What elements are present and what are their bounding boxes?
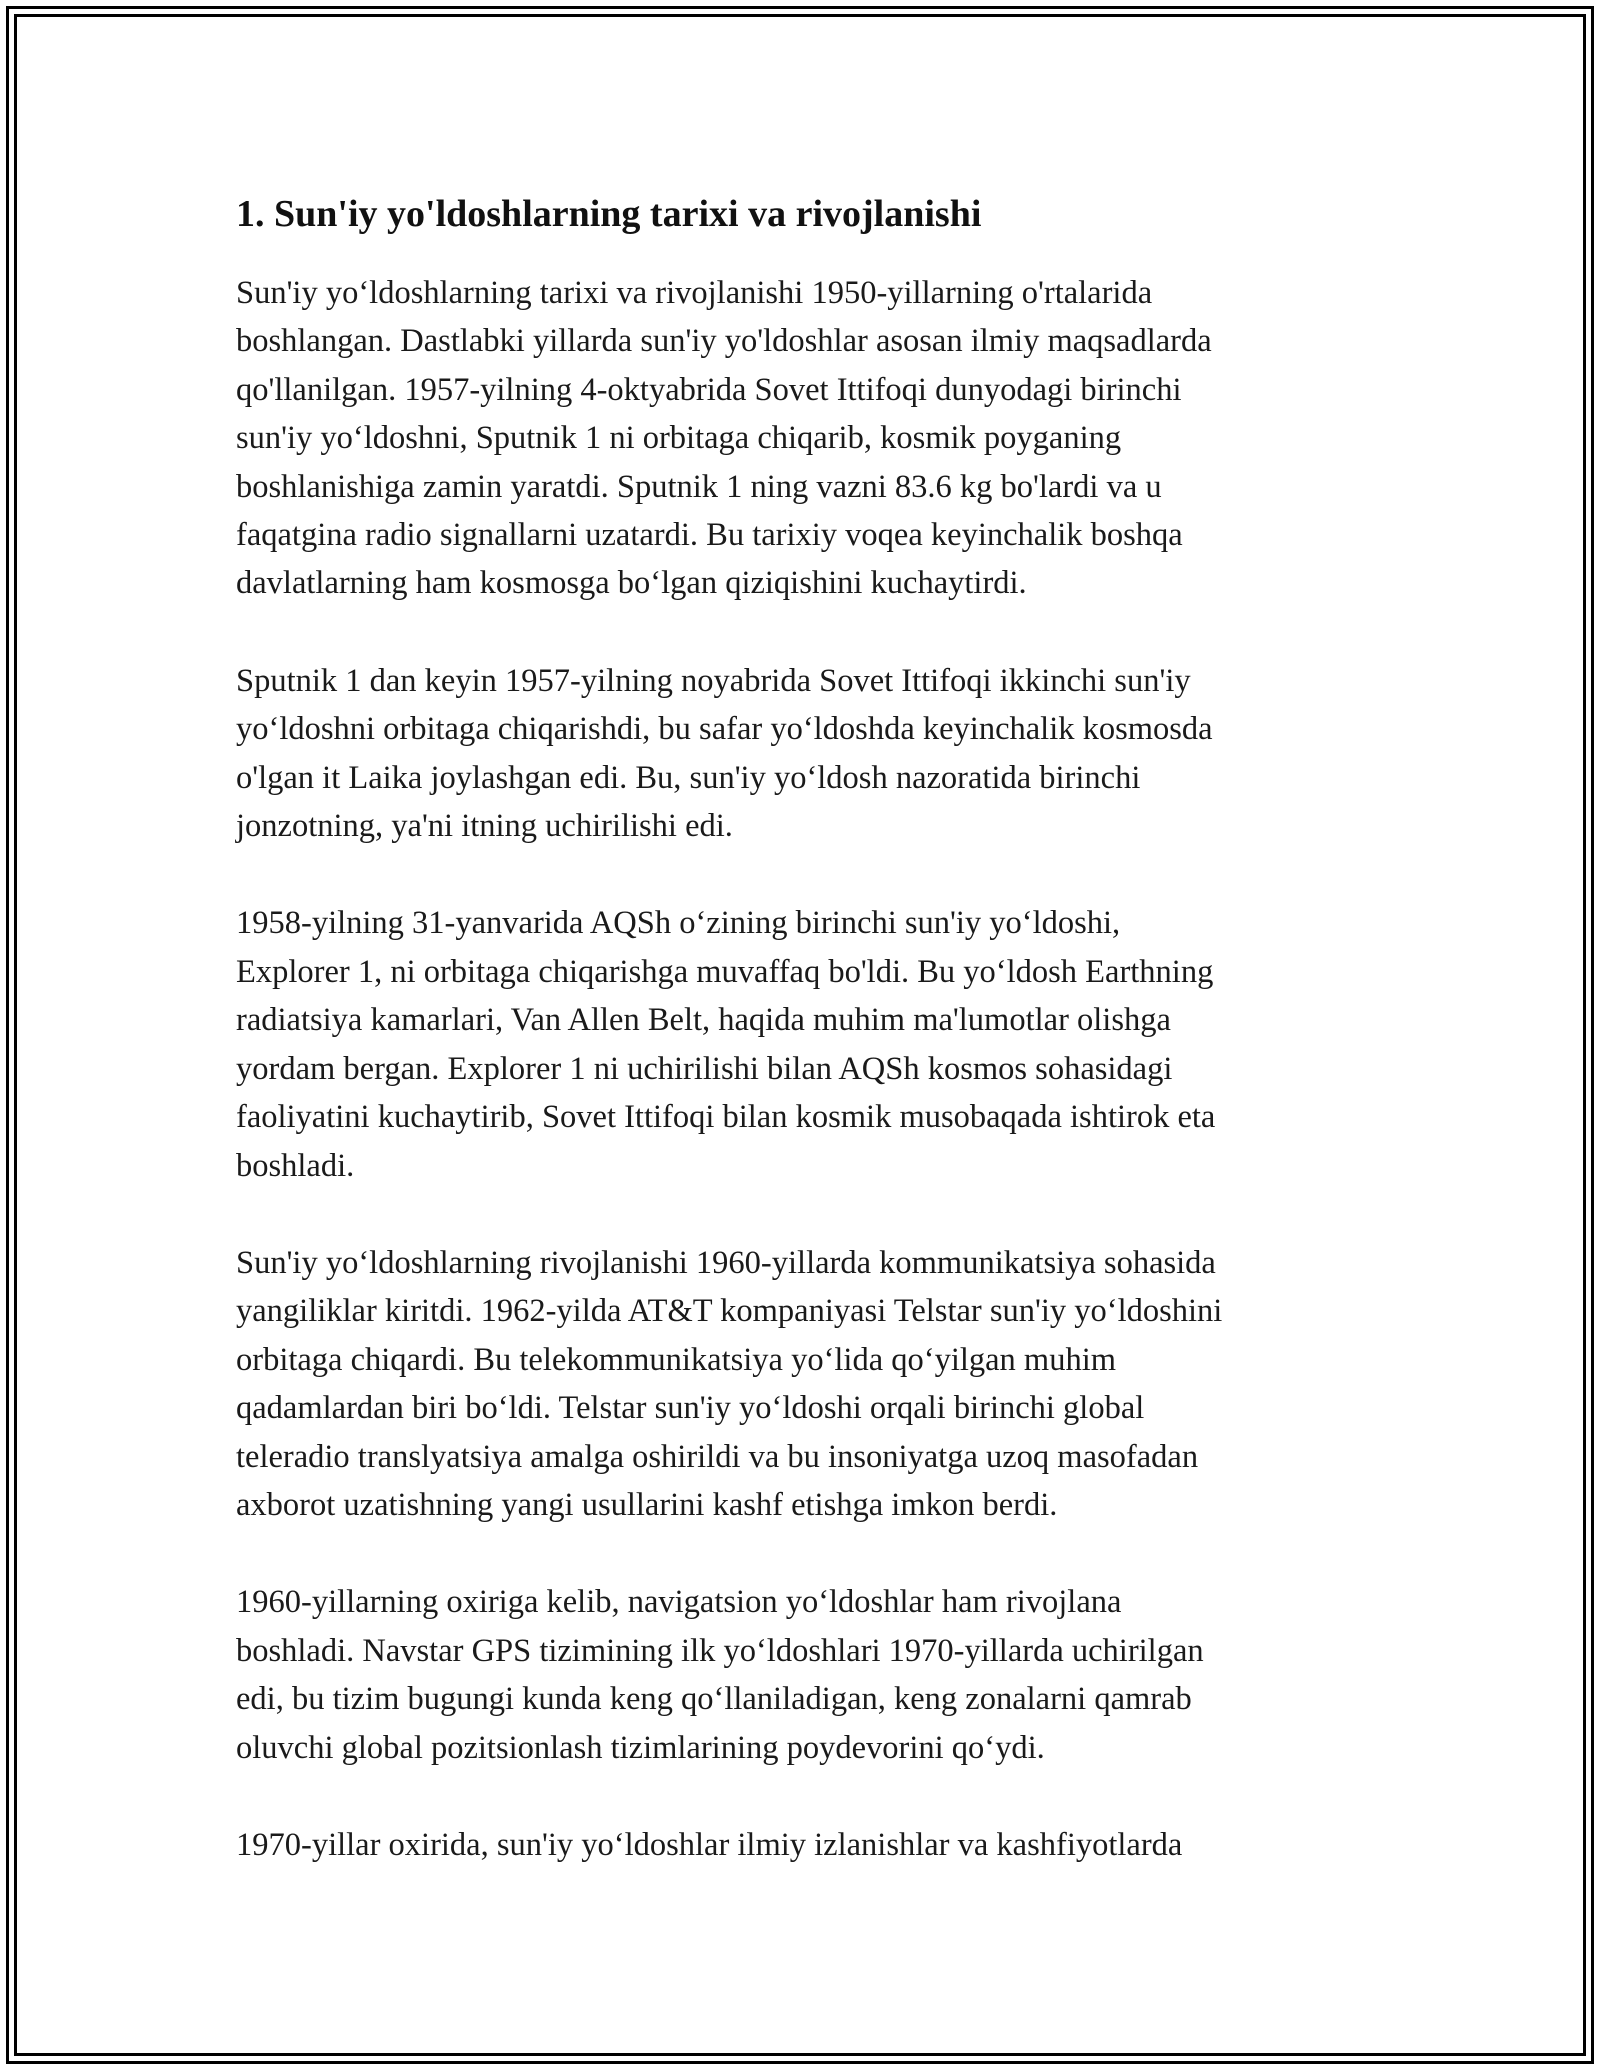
text-line: Sun'iy yo‘ldoshlarning rivojlanishi 1960-yillarda kommunikatsiya sohasida bbox=[236, 1244, 1216, 1281]
text-line: yangiliklar kiritdi. 1962-yilda AT&T kompaniyasi Telstar sun'iy yo‘ldoshini bbox=[236, 1293, 1223, 1330]
text-line: yo‘ldoshni orbitaga chiqarishdi, bu safar yo‘ldoshda keyinchalik kosmosda bbox=[236, 711, 1213, 748]
text-line: faqatgina radio signallarni uzatardi. Bu tarixiy voqea keyinchalik boshqa bbox=[236, 517, 1183, 554]
text-line: 1960-yillarning oxiriga kelib, navigatsion yo‘ldoshlar ham rivojlana bbox=[236, 1584, 1122, 1621]
text-line: sun'iy yo‘ldoshni, Sputnik 1 ni orbitaga chiqarib, kosmik poyganing bbox=[236, 420, 1122, 457]
text-line: 1958-yilning 31-yanvarida AQSh o‘zining birinchi sun'iy yo‘ldoshi, bbox=[236, 905, 1121, 942]
text-line: boshlangan. Dastlabki yillarda sun'iy yo'ldoshlar asosan ilmiy maqsadlarda bbox=[236, 323, 1212, 360]
text-line: radiatsiya kamarlari, Van Allen Belt, haqida muhim ma'lumotlar olishga bbox=[236, 1002, 1171, 1039]
paragraph bbox=[236, 657, 1366, 851]
text-line: boshladi. bbox=[236, 1147, 355, 1184]
paragraph bbox=[236, 1239, 1366, 1529]
text-line: edi, bu tizim bugungi kunda keng qo‘llaniladigan, keng zonalarni qamrab bbox=[236, 1681, 1192, 1718]
text-line: teleradio translyatsiya amalga oshirildi va bu insoniyatga uzoq masofadan bbox=[236, 1438, 1199, 1475]
paragraph bbox=[236, 899, 1366, 1189]
text-line: yordam bergan. Explorer 1 ni uchirilishi bilan AQSh kosmos sohasidagi bbox=[236, 1050, 1173, 1087]
text-line: jonzotning, ya'ni itning uchirilishi edi. bbox=[236, 808, 733, 845]
text-line: faoliyatini kuchaytirib, Sovet Ittifoqi bilan kosmik musobaqada ishtirok eta bbox=[236, 1099, 1216, 1136]
text-line: Explorer 1, ni orbitaga chiqarishga muvaffaq bo'ldi. Bu yo‘ldosh Earthning bbox=[236, 953, 1214, 990]
text-line: orbitaga chiqardi. Bu telekommunikatsiya yo‘lida qo‘yilgan muhim bbox=[236, 1341, 1117, 1378]
text-line: qo'llanilgan. 1957-yilning 4-oktyabrida Sovet Ittifoqi dunyodagi birinchi bbox=[236, 371, 1182, 408]
paragraph bbox=[236, 1821, 1366, 1869]
paragraph bbox=[236, 1578, 1366, 1772]
text-line: davlatlarning ham kosmosga bo‘lgan qiziqishini kuchaytirdi. bbox=[236, 565, 1027, 602]
paragraph bbox=[236, 269, 1366, 608]
text-line: boshladi. Navstar GPS tizimining ilk yo‘ldoshlari 1970-yillarda uchirilgan bbox=[236, 1632, 1204, 1669]
text-line: Sun'iy yo‘ldoshlarning tarixi va rivojlanishi 1950-yillarning o'rtalarida bbox=[236, 275, 1153, 311]
document-body bbox=[236, 186, 1366, 1918]
section-heading: 1. Sun'iy yo'ldoshlarning tarixi va rivojlanishi bbox=[236, 193, 982, 235]
text-line: o'lgan it Laika joylashgan edi. Bu, sun'iy yo‘ldosh nazoratida birinchi bbox=[236, 759, 1141, 796]
text-line: Sputnik 1 dan keyin 1957-yilning noyabrida Sovet Ittifoqi ikkinchi sun'iy bbox=[236, 662, 1191, 699]
text-line: axborot uzatishning yangi usullarini kashf etishga imkon berdi. bbox=[236, 1486, 1058, 1523]
text-line: boshlanishiga zamin yaratdi. Sputnik 1 ning vazni 83.6 kg bo'lardi va u bbox=[236, 468, 1162, 505]
text-line: oluvchi global pozitsionlash tizimlarining poydevorini qo‘ydi. bbox=[236, 1729, 1045, 1766]
text-line: qadamlardan biri bo‘ldi. Telstar sun'iy yo‘ldoshi orqali birinchi global bbox=[236, 1390, 1145, 1427]
text-line: 1970-yillar oxirida, sun'iy yo‘ldoshlar ilmiy izlanishlar va kashfiyotlarda bbox=[236, 1826, 1183, 1863]
